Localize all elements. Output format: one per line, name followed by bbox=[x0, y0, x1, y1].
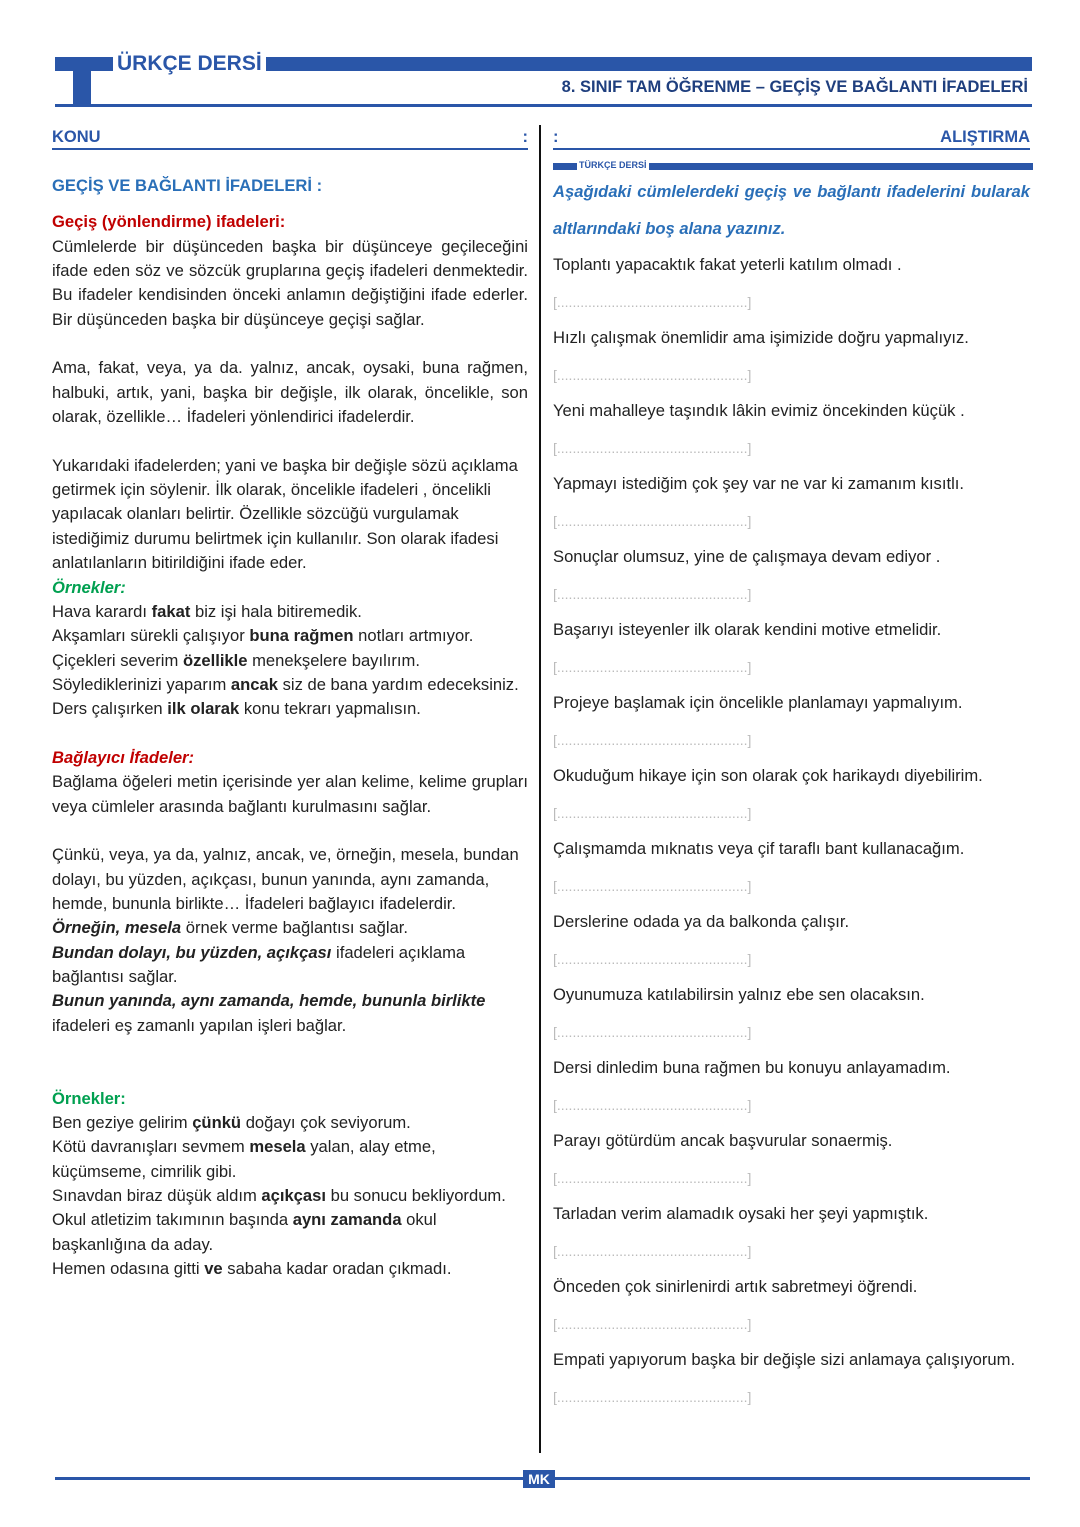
text-segment: örnek verme bağlantısı sağlar. bbox=[181, 918, 409, 938]
text-segment: ifadeleri açıklama bağlantısı sağlar. bbox=[52, 942, 466, 986]
example-line bbox=[52, 649, 528, 673]
highlighted-phrase: Bunun yanında, aynı zamanda, hemde, bununla birlikte bbox=[52, 991, 486, 1011]
answer-blank[interactable]: [.................................................] bbox=[553, 366, 752, 383]
exercise-sentence: Projeye başlamak için öncelikle planlamayı yapmalıyım. bbox=[553, 693, 963, 712]
exercise-item bbox=[553, 758, 1030, 831]
exercise-item bbox=[553, 393, 1030, 466]
mini-brand-title: TÜRKÇE DERSİ bbox=[579, 160, 647, 170]
exercise-sentence: Hızlı çalışmak önemlidir ama işimizide doğru yapmalıyız. bbox=[553, 328, 969, 347]
example-line bbox=[52, 1135, 528, 1184]
answer-blank[interactable]: [.................................................] bbox=[553, 950, 752, 967]
exercise-item bbox=[553, 247, 1030, 320]
column-divider bbox=[539, 125, 541, 1453]
highlighted-phrase: Bundan dolayı, bu yüzden, açıkçası bbox=[52, 942, 332, 962]
exercise-item bbox=[553, 1269, 1030, 1342]
exercise-sentence: Dersi dinledim buna rağmen bu konuyu anlayamadım. bbox=[553, 1058, 951, 1077]
konu-label: KONU bbox=[52, 128, 101, 146]
question-list bbox=[553, 247, 1030, 1415]
gecis-definition: Cümlelerde bir düşünceden başka bir düşünceye geçileceğini ifade eden söz ve sözcük gruplarına geçiş ifadeleri denmektedir. Bu ifadeler kendisinden önceki anlamın değiştiğini ifade ederler. Bir düşünceden başka bir düşünceye geçişi sağlar. bbox=[52, 236, 528, 329]
exercise-item bbox=[553, 977, 1030, 1050]
exercise-sentence: Önceden çok sinirlenirdi artık sabretmeyi öğrendi. bbox=[553, 1277, 918, 1296]
example-line bbox=[52, 697, 528, 721]
answer-blank[interactable]: [.................................................] bbox=[553, 1315, 752, 1332]
exercise-sentence: Derslerine odada ya da balkonda çalışır. bbox=[553, 912, 850, 931]
exercise-item bbox=[553, 612, 1030, 685]
examples-title-1: Örnekler: bbox=[52, 577, 126, 597]
answer-blank[interactable]: [.................................................] bbox=[553, 877, 752, 894]
exercise-item bbox=[553, 1342, 1030, 1415]
baglayici-rules bbox=[52, 916, 528, 1038]
answer-blank[interactable]: [.................................................] bbox=[553, 1242, 752, 1259]
example-line bbox=[52, 1257, 528, 1281]
text-segment: Ben geziye gelirim bbox=[52, 1113, 193, 1133]
instruction: Aşağıdaki cümlelerdeki geçiş ve bağlantı ifadelerini bularak altlarındaki boş alana yazınız. bbox=[553, 182, 1030, 238]
answer-blank[interactable]: [.................................................] bbox=[553, 731, 752, 748]
gecis-explanation: Yukarıdaki ifadelerden; yani ve başka bir değişle sözü açıklama getirmek için söylenir. İlk olarak, öncelikle ifadeleri , öncelikli yapılacak olanları belirtir. Özellikle sözcüğü vurgulamak istediğimiz durumu belirtmek için kullanılır. Son olarak ifadesi anlatılanların bitirildiğini ifade eder. bbox=[52, 455, 518, 573]
text-segment: Söylediklerinizi yaparım bbox=[52, 674, 231, 694]
text-segment: Çiçekleri severim bbox=[52, 650, 183, 670]
footer-badge: MK bbox=[523, 1470, 555, 1488]
page-subtitle: 8. SINIF TAM ÖĞRENME – GEÇİŞ VE BAĞLANTI İFADELERİ bbox=[561, 78, 1028, 96]
exercise-sentence: Toplantı yapacaktık fakat yeterli katılım olmadı . bbox=[553, 255, 902, 274]
answer-blank[interactable]: [.................................................] bbox=[553, 439, 752, 456]
baglayici-list: Çünkü, veya, ya da, yalnız, ancak, ve, örneğin, mesela, bundan dolayı, bu yüzden, açıkçası, bunun yanında, aynı zamanda, hemde, bununla birlikte… İfadeleri bağlayıcı ifadelerdir. bbox=[52, 845, 519, 913]
answer-blank[interactable]: [.................................................] bbox=[553, 1388, 752, 1405]
highlighted-phrase: açıkçası bbox=[261, 1186, 326, 1206]
text-segment: biz işi hala bitiremedik. bbox=[190, 601, 362, 621]
examples-list-1 bbox=[52, 600, 528, 722]
exercise-sentence: Oyunumuza katılabilirsin yalnız ebe sen olacaksın. bbox=[553, 985, 925, 1004]
left-column-header bbox=[52, 128, 528, 150]
highlighted-phrase: ve bbox=[204, 1259, 223, 1279]
highlighted-phrase: fakat bbox=[151, 601, 191, 621]
section-heading: GEÇİŞ VE BAĞLANTI İFADELERİ : bbox=[52, 176, 323, 195]
example-line bbox=[52, 600, 528, 624]
right-column-header bbox=[553, 128, 1030, 150]
text-segment: Okul atletizim takımının başında bbox=[52, 1210, 293, 1230]
baglayici-title: Bağlayıcı İfadeler: bbox=[52, 747, 195, 767]
text-segment: Ders çalışırken bbox=[52, 699, 168, 719]
highlighted-phrase: çünkü bbox=[192, 1113, 242, 1133]
highlighted-phrase: ilk olarak bbox=[167, 699, 240, 719]
exercise-sentence: Parayı götürdüm ancak başvurular sonaermiş. bbox=[553, 1131, 893, 1150]
exercise-item bbox=[553, 685, 1030, 758]
example-line bbox=[52, 941, 528, 990]
highlighted-phrase: özellikle bbox=[182, 650, 248, 670]
text-segment: ifadeleri eş zamanlı yapılan işleri bağlar. bbox=[52, 1015, 347, 1035]
text-segment: siz de bana yardım edeceksiniz. bbox=[277, 674, 519, 694]
example-line bbox=[52, 989, 528, 1038]
exercise-sentence: Başarıyı isteyenler ilk olarak kendini motive etmelidir. bbox=[553, 620, 942, 639]
answer-blank[interactable]: [.................................................] bbox=[553, 1169, 752, 1186]
konu-column bbox=[52, 174, 528, 1281]
examples-title-2: Örnekler: bbox=[52, 1088, 126, 1108]
exercise-sentence: Yapmayı istediğim çok şey var ne var ki zamanım kısıtlı. bbox=[553, 474, 964, 493]
text-segment: okul başkanlığına da aday. bbox=[52, 1210, 437, 1254]
text-segment: doğayı çok seviyorum. bbox=[241, 1113, 411, 1133]
answer-blank[interactable]: [.................................................] bbox=[553, 512, 752, 529]
text-segment: sabaha kadar oradan çıkmadı. bbox=[222, 1259, 452, 1279]
example-line bbox=[52, 1111, 528, 1135]
answer-blank[interactable]: [.................................................] bbox=[553, 293, 752, 310]
answer-blank[interactable]: [.................................................] bbox=[553, 804, 752, 821]
text-segment: Kötü davranışları sevmem bbox=[52, 1137, 250, 1157]
answer-blank[interactable]: [.................................................] bbox=[553, 1096, 752, 1113]
examples-list-2 bbox=[52, 1111, 528, 1281]
text-segment: yalan, alay etme, küçümseme, cimrilik gibi. bbox=[52, 1137, 436, 1181]
exercise-sentence: Yeni mahalleye taşındık lâkin evimiz öncekinden küçük . bbox=[553, 401, 965, 420]
example-line bbox=[52, 916, 528, 940]
text-segment: bu sonucu bekliyordum. bbox=[325, 1186, 506, 1206]
exercise-sentence: Okuduğum hikaye için son olarak çok harikaydı diyebilirim. bbox=[553, 766, 983, 785]
logo-t-stem bbox=[73, 57, 91, 107]
baglayici-definition: Bağlama öğeleri metin içerisinde yer alan kelime, kelime grupları veya cümleler arasında bağlantı kurulmasını sağlar. bbox=[52, 772, 528, 816]
gecis-title: Geçiş (yönlendirme) ifadeleri: bbox=[52, 212, 286, 232]
exercise-item bbox=[553, 904, 1030, 977]
exercise-item bbox=[553, 1196, 1030, 1269]
exercise-item bbox=[553, 831, 1030, 904]
highlighted-phrase: Örneğin, mesela bbox=[52, 918, 182, 938]
alistirma-column bbox=[553, 174, 1030, 1415]
konu-colon: : bbox=[522, 128, 528, 146]
text-segment: konu tekrarı yapmalısın. bbox=[239, 699, 421, 719]
text-segment: menekşelere bayılırım. bbox=[247, 650, 420, 670]
highlighted-phrase: mesela bbox=[249, 1137, 306, 1157]
text-segment: Akşamları sürekli çalışıyor bbox=[52, 626, 250, 646]
text-segment: Hava karardı bbox=[52, 601, 152, 621]
exercise-item bbox=[553, 466, 1030, 539]
exercise-sentence: Empati yapıyorum başka bir değişle sizi anlamaya çalışıyorum. bbox=[553, 1350, 1016, 1369]
alistirma-colon: : bbox=[553, 128, 559, 146]
exercise-item bbox=[553, 1050, 1030, 1123]
answer-blank[interactable]: [.................................................] bbox=[553, 585, 752, 602]
exercise-item bbox=[553, 320, 1030, 393]
text-segment: Sınavdan biraz düşük aldım bbox=[52, 1186, 262, 1206]
highlighted-phrase: buna rağmen bbox=[249, 626, 354, 646]
exercise-item bbox=[553, 539, 1030, 612]
example-line bbox=[52, 1184, 528, 1208]
highlighted-phrase: ancak bbox=[230, 674, 278, 694]
example-line bbox=[52, 1208, 528, 1257]
exercise-sentence: Çalışmamda mıknatıs veya çif taraflı bant kullanacağım. bbox=[553, 839, 965, 858]
answer-blank[interactable]: [.................................................] bbox=[553, 1023, 752, 1040]
exercise-sentence: Sonuçlar olumsuz, yine de çalışmaya devam ediyor . bbox=[553, 547, 941, 566]
text-segment: notları artmıyor. bbox=[353, 626, 474, 646]
alistirma-label: ALIŞTIRMA bbox=[940, 128, 1030, 146]
text-segment: Hemen odasına gitti bbox=[52, 1259, 205, 1279]
example-line bbox=[52, 624, 528, 648]
exercise-sentence: Tarladan verim alamadık oysaki her şeyi yapmıştık. bbox=[553, 1204, 929, 1223]
brand-title: ÜRKÇE DERSİ bbox=[113, 53, 266, 75]
gecis-list: Ama, fakat, veya, ya da. yalnız, ancak, oysaki, buna rağmen, halbuki, artık, yani, başka bir değişle, ilk olarak, öncelikle, son olarak, özellikle… İfadeleri yönlendirici ifadelerdir. bbox=[52, 358, 528, 427]
example-line bbox=[52, 673, 528, 697]
header-rule bbox=[55, 104, 1032, 107]
highlighted-phrase: aynı zamanda bbox=[292, 1210, 402, 1230]
exercise-item bbox=[553, 1123, 1030, 1196]
answer-blank[interactable]: [.................................................] bbox=[553, 658, 752, 675]
